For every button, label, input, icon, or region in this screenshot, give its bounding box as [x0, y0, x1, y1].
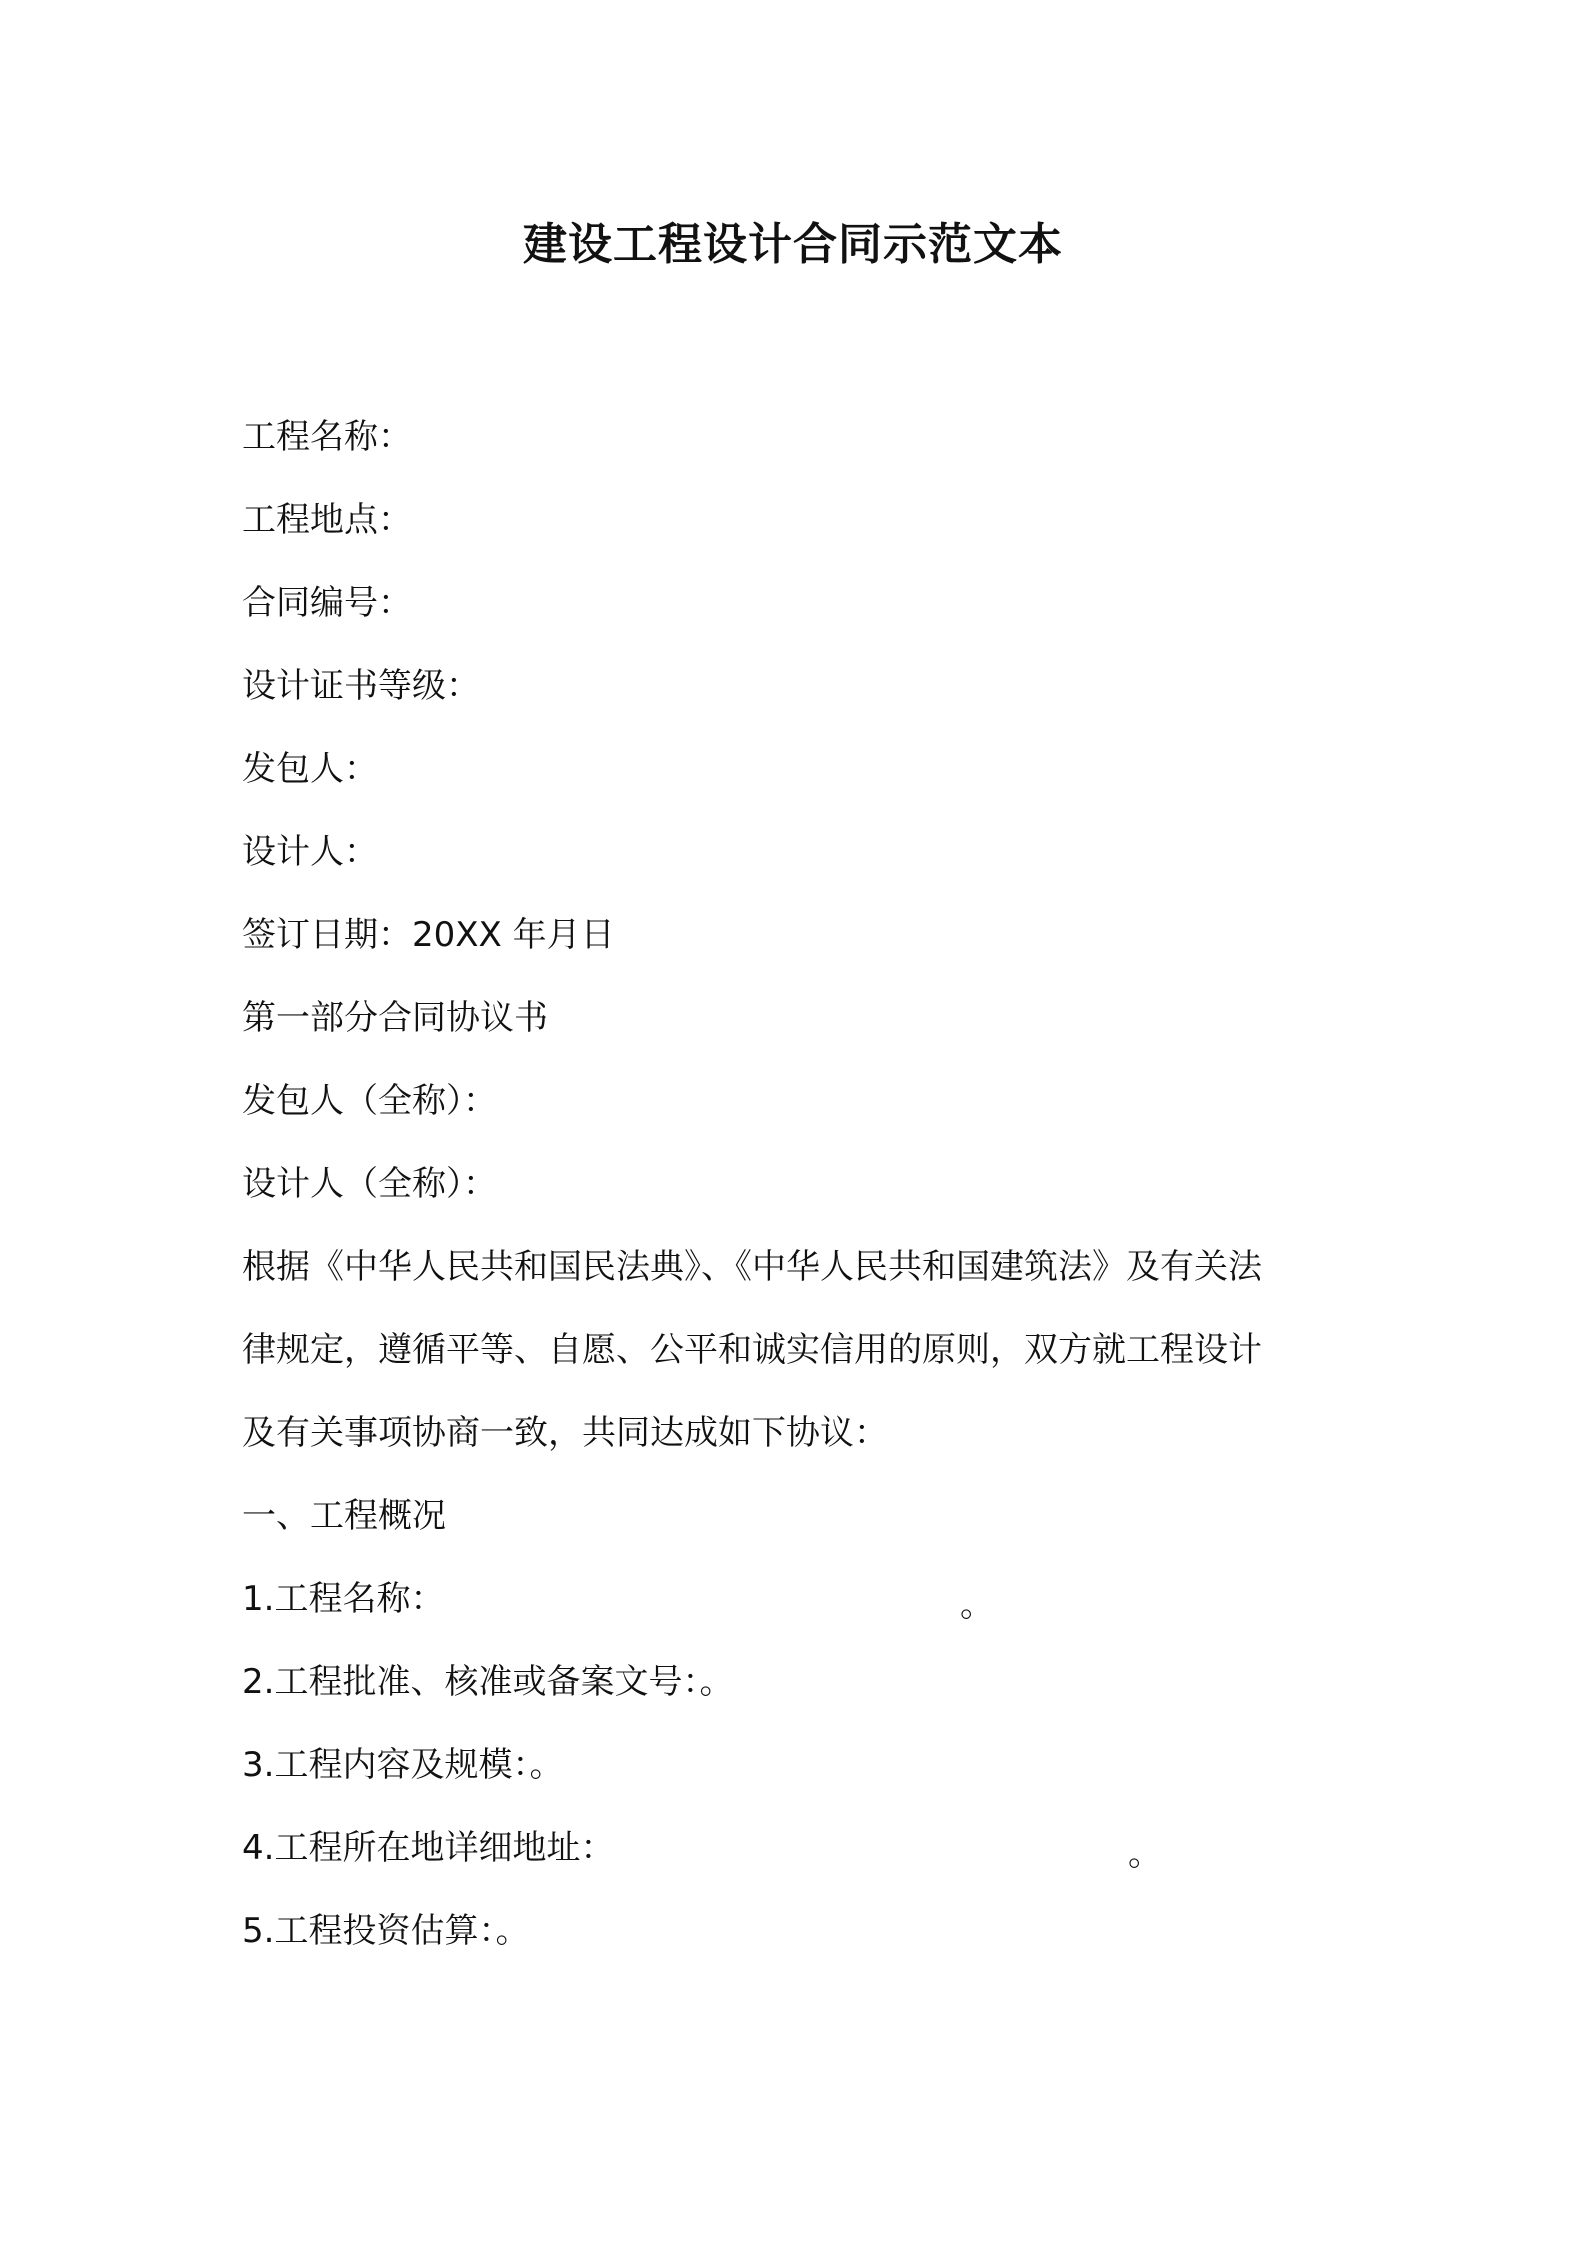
field-designer: 设计人： — [242, 832, 378, 872]
field-project-name: 工程名称： — [242, 417, 412, 457]
field-designer-full-name: 设计人（全称）： — [242, 1164, 497, 1204]
field-employer: 发包人： — [242, 749, 378, 789]
field-project-location: 工程地点： — [242, 500, 412, 540]
item-3-project-scope: 3.工程内容及规模：。 — [242, 1745, 564, 1785]
section-project-overview-heading: 一、工程概况 — [242, 1496, 446, 1536]
item-2-approval-number: 2.工程批准、核准或备案文号：。 — [242, 1662, 734, 1702]
paragraph-line-1: 根据《中华人民共和国民法典》、《中华人民共和国建筑法》及有关法 — [242, 1247, 1262, 1287]
item-4-end-mark: 。 — [1128, 1834, 1162, 1874]
section-part-one-heading: 第一部分合同协议书 — [242, 998, 548, 1038]
paragraph-line-2: 律规定，遵循平等、自愿、公平和诚实信用的原则，双方就工程设计 — [242, 1330, 1262, 1370]
paragraph-line-3: 及有关事项协商一致，共同达成如下协议： — [242, 1413, 888, 1453]
item-1-project-name: 1.工程名称： — [242, 1579, 445, 1619]
item-5-investment-estimate: 5.工程投资估算：。 — [242, 1911, 530, 1951]
field-certificate-grade: 设计证书等级： — [242, 666, 480, 706]
item-1-end-mark: 。 — [960, 1585, 994, 1625]
item-4-project-address: 4.工程所在地详细地址： — [242, 1828, 615, 1868]
field-signing-date: 签订日期：20XX 年月日 — [242, 915, 615, 955]
field-contract-number: 合同编号： — [242, 583, 412, 623]
field-employer-full-name: 发包人（全称）： — [242, 1081, 497, 1121]
document-title: 建设工程设计合同示范文本 — [523, 219, 1063, 270]
